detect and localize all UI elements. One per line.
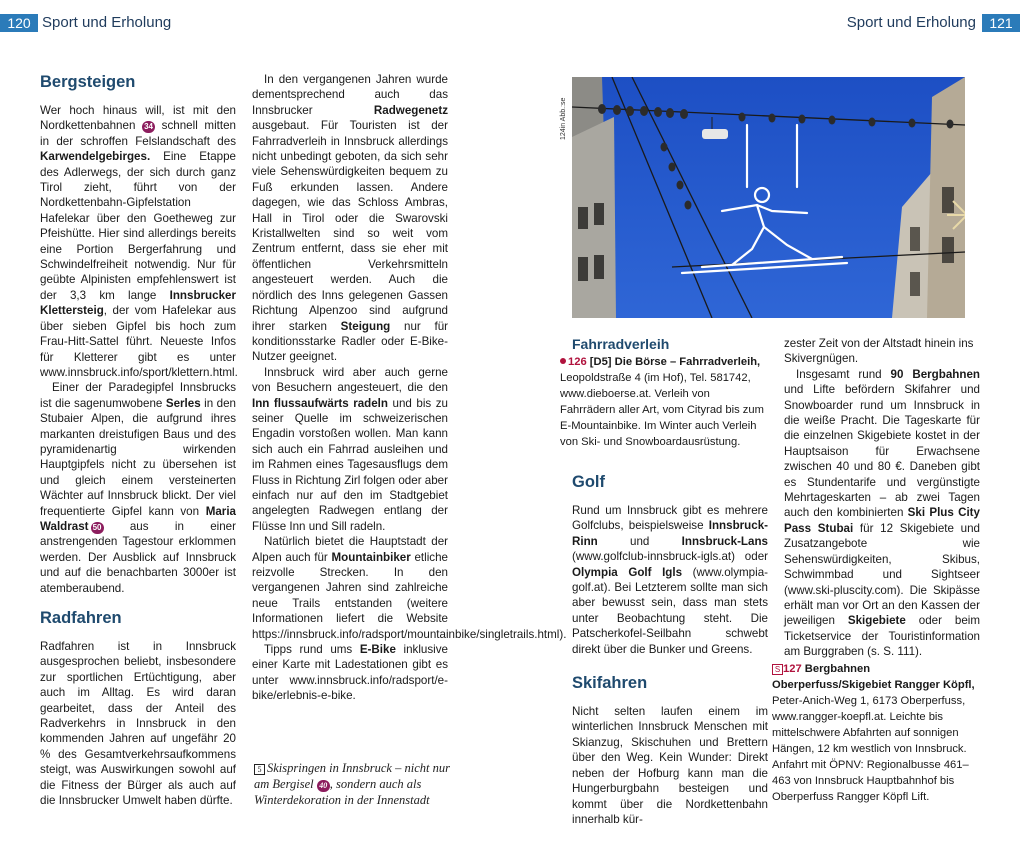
poi-badge-34[interactable]: 34 [142,121,155,133]
heading-golf: Golf [572,473,605,491]
column-1 [40,72,236,808]
photo-caption: 5 Skispringen in Innsbruck – nicht nur am Bergisel 40 , sondern auch als Winterdekoration in der Innenstadt [254,761,450,807]
photo-illustration [572,77,965,318]
ski-area-icon: S [772,664,783,675]
poi-number-127[interactable]: 127 [783,662,802,675]
paragraph-bergsteigen-1: Wer hoch hinaus will, ist mit den Nordkettenbahnen 34 schnell mitten in der schroffen Felslandschaft des Karwendelgebirges. Eine Etappe des Adlerwegs, der sich durch ganz Tirol zieht, führt von der Nordkettenbahn-Gipfelstation Hafelekar über den Goetheweg zur Pfeishütte. Hier sind allerdings bereits eine Portion Bergerfahrung und Schwindelfreiheit notwendig. Nur für geübte Alpinisten empfehlenswert ist der 3,3 km lange Innsbrucker Klettersteig, der vom Hafelekar aus über sieben Gipfel bis hoch zum Frau-Hitt-Sattel führt. Neueste Infos für Kletterer gibt es unter www.innsbruck.info/sport/klettern.html. [40,104,238,379]
heading-skifahren: Skifahren [572,674,648,693]
paragraph-mountainbike: Natürlich bietet die Hauptstadt der Alpen auch für Mountainbiker etliche reizvolle Strecken. In den vergangenen Jahren sind zahlreiche neue Trails entstanden (weitere Informationen liefert die Website https://innsbruck.info/radsport/mountainbike/singletrails.html). [252,535,567,641]
entry-126-boerse: 126 [D5] Die Börse – Fahrradverleih, Leopoldstraße 4 (im Hof), Tel. 581742, www.dieboerse.at. Verleih von Fahrrädern aller Art, vom Cityrad bis zum E-Mountainbike. Im Winter auch Verleih von Ski- und Snowboardausrüstung. [560,356,764,448]
poi-number-126[interactable]: 126 [568,356,587,368]
photo-credit: 124in Abb.:se [560,97,567,140]
left-page-number: 120 [0,14,38,32]
paragraph-bergsteigen-2: Einer der Paradegipfel Innsbrucks ist die sagenumwobene Serles in den Stubaier Alpen, die aufgrund ihres markanten dreistufigen Baus und des pyramidenartig wirkenden Hauptgipfels nicht zu übersehen ist und gleich einem versteinerten Wächter auf Innsbruck blickt. Der viel frequentierte Gipfel kann von Maria Waldrast 50 aus in einer anstrengenden Tagestour erklommen werden. Der Ausblick auf Innsbruck und auf die benachbarten 3000er ist atemberaubend. [40,381,236,595]
paragraph-golf: Rund um Innsbruck gibt es mehrere Golfclubs, beispielsweise Innsbruck-Rinn und Innsbruck-Lans (www.golfclub-innsbruck-igls.at) oder Olympia Golf Igls (www.olympia-golf.at). Bei Letzterem sollte man sich aber bewusst sein, dass man stets unter Beobachtung steht. Die Patscherkofel-Seilbahn schwebt direkt über die Bunker und Greens. [572,504,769,656]
paragraph-radfahren: Radfahren ist in Innsbruck ausgesprochen beliebt, insbesondere zur sportlichen Ertüchtigung, aber auch im Alltag. Es wird daran gearbeitet, dass der Anteil des Radverkehrs in Innsbruck in den kommenden Jahren auf ungefähr 20 % des Gesamtverkehrsaufkommens steigt, was Auswirkungen sowohl auf die Fitness der Bürger als auch auf die Innsbrucker Umwelt haben dürfte. [40,640,236,808]
ski-jumper-decoration-photo [572,77,965,318]
paragraph-bergbahnen: Insgesamt rund 90 Bergbahnen und Lifte befördern Skifahrer und Snowboarder rund um Innsbruck in die weiße Pracht. Die Tageskarte für die einzelnen Skigebiete kostet in der Hauptsaison für Erwachsene zwischen 40 und 80 €. Daneben gibt es Stundentarife und vergünstigte Mehrtageskarten – ab zwei Tagen auch den kombinierten Ski Plus City Pass Stubai für 12 Skigebiete und Zusatzangebote wie Sehenswürdigkeiten, Skibus, Schwimmbad und Sightseer (www.ski-pluscity.com). Die Skipässe erhält man vor Ort an den Kassen der jeweiligen Skigebiete oder beim Ticketservice der Touristinformation am Burggraben (s. S. 111). [784,367,981,659]
heading-bergsteigen: Bergsteigen [40,73,136,91]
heading-fahrradverleih: Fahrradverleih [572,336,670,352]
paragraph-skifahren: Nicht selten laufen einem im winterlichen Innsbruck Menschen mit Skianzug, Skischuhen und Brettern über den Weg. Kein Wunder: Direkt neben der Hofburg kann man die Hungerburgbahn besteigen und kommt über die Nordkettenbahn innerhalb kür- [572,705,768,826]
column-3 [560,336,769,827]
right-running-header: Sport und Erholung [846,14,976,31]
poi-badge-40[interactable]: 40 [317,780,330,792]
paragraph-ebike: Tipps rund ums E-Bike inklusive einer Karte mit Ladestationen gibt es unter www.innsbruck.info/radsport/e-bike/erlebnis-e-bike. [252,643,448,703]
paragraph-radwegenetz: In den vergangenen Jahren wurde dementsprechend auch das Innsbrucker Radwegenetz ausgebaut. Für Touristen ist der Fahrradverleih in Innsbruck allerdings nicht unbedingt geboten, da sich sehr viele Sehenswürdigkeiten bequem zu Fuß erkunden lassen. Andere dagegen, wie das Schloss Ambras, Hall in Tirol oder die Swarovski Kristallwelten sind so weit vom Zentrum entfernt, dass sie eher mit öffentlichen Verkehrsmitteln angesteuert werden. Auch die nördlich des Inns gelegenen Gassen Richtung Alpenzoo sind aufgrund ihrer starken Steigung nur für konditionsstarke Radler oder E-Bike-Nutzer geeignet. [252,73,449,364]
poi-badge-50[interactable]: 50 [91,522,104,534]
location-dot-icon [560,358,566,364]
left-running-header: Sport und Erholung [42,14,172,31]
paragraph-inn-radeln: Innsbruck wird aber auch gerne von Besuchern angesteuert, die den Inn flussaufwärts radeln und bis zu seiner Quelle im schweizerischen Engadin vorstoßen wollen. Man kann sich auch ein Fahrrad ausleihen und im Rahmen eines Tagesausflugs dem Fluss in Richtung Zirl folgen oder aber einfach nur auf den im Stadtgebiet angelegten Radwegen entlang der Flüsse Inn und Sill radeln. [252,365,448,533]
right-page-number: 121 [982,14,1020,32]
paragraph-ski-continued: zester Zeit von der Altstadt hinein ins Skivergnügen. [784,337,974,366]
photo-reference-icon: 5 [254,764,265,775]
heading-radfahren: Radfahren [40,609,122,627]
column-4 [772,336,981,805]
entry-127-rangger-koepfl: S 127 Bergbahnen Oberperfuss/Skigebiet Rangger Köpfl, Peter-Anich-Weg 1, 6173 Oberperfuss, www.rangger-koepfl.at. Leichte bis mittelschwere Abfahrten auf sonnigen Hängen, 12 km westlich von Innsbruck. Anfahrt mit ÖPNV: Regionalbusse 461–463 von Innsbruck Hauptbahnhof bis Oberperfuss Rangger Köpfl Lift. [772,662,975,803]
